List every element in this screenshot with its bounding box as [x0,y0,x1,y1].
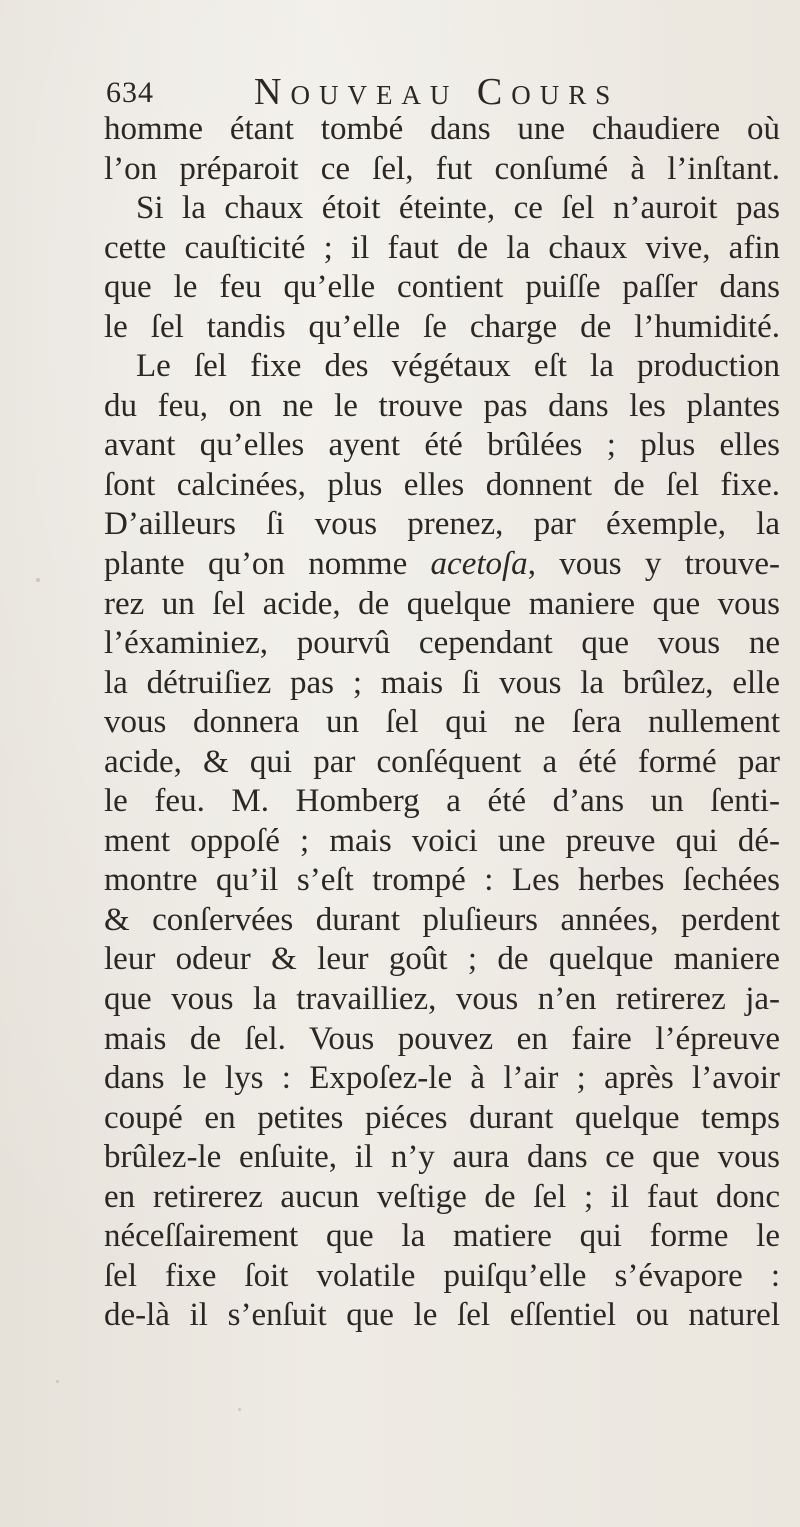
text-line: avant qu’elles ayent été brûlées ; plus elles [104,427,780,464]
text-line: Le ſel fixe des végétaux eſt la production [136,348,780,385]
text-line: que le feu qu’elle contient puiſſe paſſer dans [104,269,780,306]
text-line: le ſel tandis qu’elle ſe charge de l’humidité. [104,308,780,345]
running-head: Nouveau Cours [254,71,620,113]
page-number: 634 [106,76,154,109]
text-line: plante qu’on nomme acetoſa, vous y trouve- [104,546,781,583]
text-line: ſont calcinées, plus elles donnent de ſel fixe. [104,466,780,503]
text-line: acide, & qui par conſéquent a été formé par [104,743,780,780]
text-line: néceſſairement que la matiere qui forme le [104,1218,780,1255]
italic-latin-term: acetoſa [430,546,528,583]
text-line: Si la chaux étoit éteinte, ce ſel n’auroit pas [136,190,780,227]
text-line: l’éxaminiez, pourvû cependant que vous ne [104,625,780,662]
paper-blemish [238,1408,241,1411]
text-line: & conſervées durant pluſieurs années, perdent [104,901,780,938]
text-line: mais de ſel. Vous pouvez en faire l’épreuve [104,1020,780,1057]
text-line: la détruiſiez pas ; mais ſi vous la brûlez, elle [104,664,780,701]
paper-blemish [36,578,40,582]
text-line: D’ailleurs ſi vous prenez, par éxemple, la [104,506,780,543]
text-line: de-là il s’enſuit que le ſel eſſentiel ou naturel [104,1297,780,1334]
body-text [104,110,780,1336]
text-line: homme étant tombé dans une chaudiere où [104,111,780,147]
text-line: l’on préparoit ce ſel, fut conſumé à l’inſtant. [104,150,780,187]
text-line: en retirerez aucun veſtige de ſel ; il faut donc [104,1178,780,1215]
text-line: montre qu’il s’eſt trompé : Les herbes ſechées [104,862,780,899]
text-line: ment oppoſé ; mais voici une preuve qui dé- [104,822,780,859]
text-line: dans le lys : Expoſez-le à l’air ; après l’avoir [104,1060,780,1097]
text-line: cette cauſticité ; il faut de la chaux vive, afin [104,229,780,266]
text-line: rez un ſel acide, de quelque maniere que vous [104,585,780,622]
text-line: vous donnera un ſel qui ne ſera nullement [104,704,780,741]
text-line: le feu. M. Homberg a été d’ans un ſenti- [104,783,780,820]
text-line: brûlez-le enſuite, il n’y aura dans ce que vous [104,1139,780,1176]
text-line: du feu, on ne le trouve pas dans les plantes [104,387,780,424]
text-line: ſel fixe ſoit volatile puiſqu’elle s’évapore : [104,1257,780,1294]
text-line: leur odeur & leur goût ; de quelque maniere [104,941,780,978]
text-line: coupé en petites piéces durant quelque temps [104,1099,780,1136]
paper-blemish [56,1380,59,1383]
text-line: que vous la travailliez, vous n’en retirerez ja- [104,981,780,1018]
